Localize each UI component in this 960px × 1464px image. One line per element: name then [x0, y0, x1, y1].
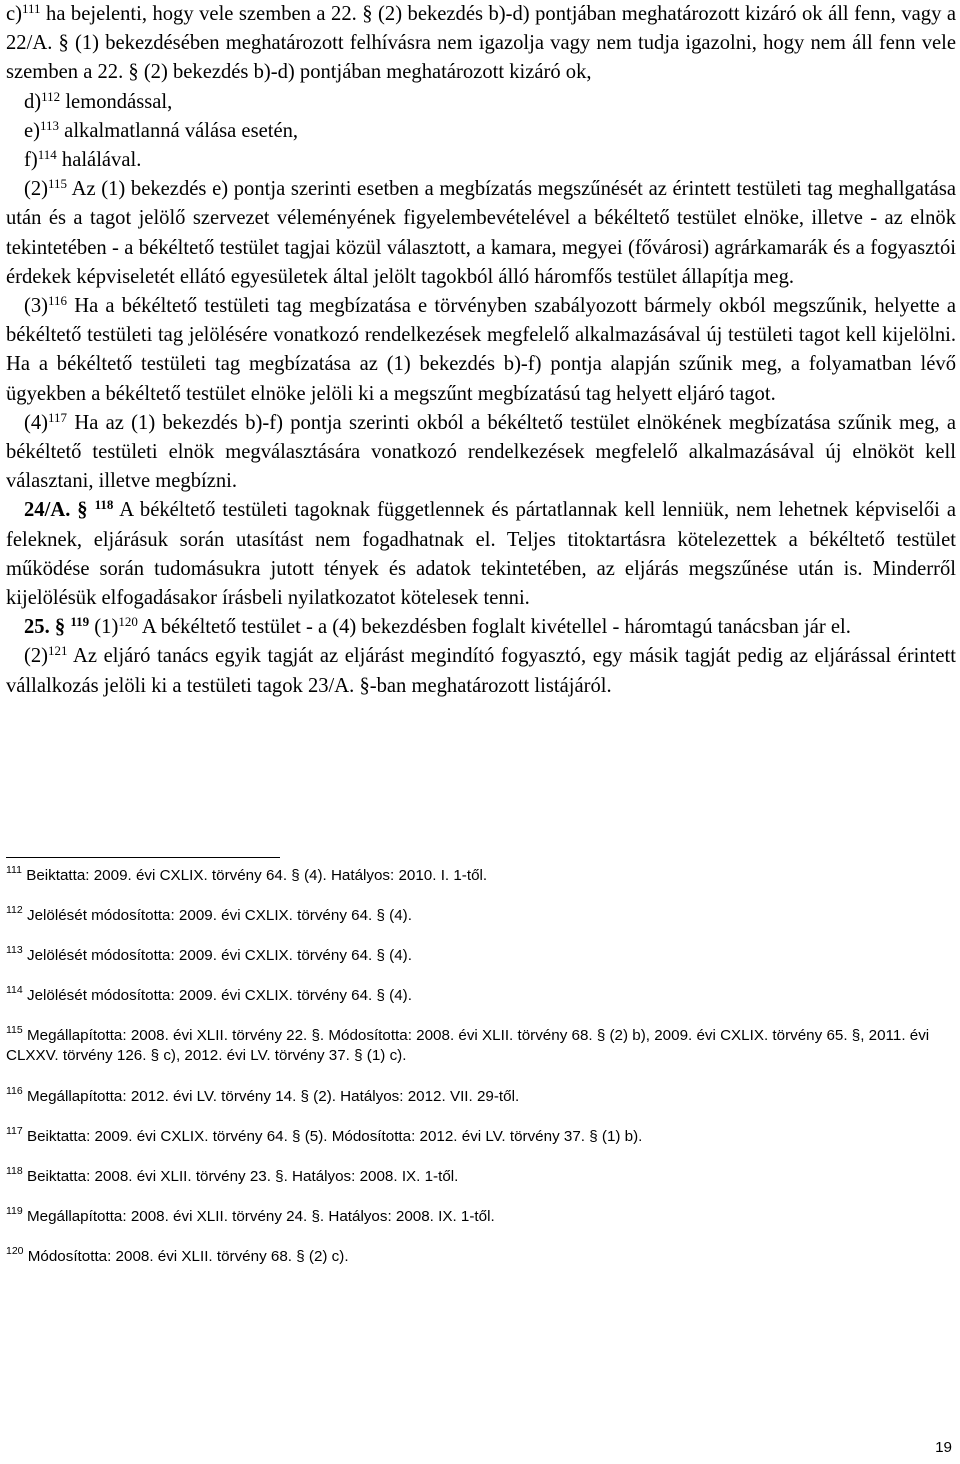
footnote — [6, 1127, 956, 1147]
footnote-text: Megállapította: 2008. évi XLII. törvény 24. §. Hatályos: 2008. IX. 1-től. — [22, 1208, 495, 1225]
paragraph-text: Ha az (1) bekezdés b)-f) pontja szerinti okból a békéltető testület elnökének megbízatása szűnik meg, a békéltető testületi elnök megválasztására vonatkozó rendelkezések megfelelő alkalmazásával új elnököt kell választani, illetve megbízni. — [6, 411, 956, 493]
footnote-text: Megállapította: 2008. évi XLII. törvény 22. §. Módosította: 2008. évi XLII. törvény 68. § (2) b), 2009. évi CXLIX. törvény 65. §, 2011. évi CLXXV. törvény 126. § c), 2012. évi LV. törvény 37. § (1) c). — [6, 1027, 930, 1064]
item-prefix: (4) — [24, 411, 49, 434]
footnote-text: Beiktatta: 2009. évi CXLIX. törvény 64. § (4). Hatályos: 2010. I. 1-től. — [21, 867, 488, 884]
paragraph-2 — [6, 175, 956, 292]
footnote-text: Módosította: 2008. évi XLII. törvény 68. § (2) c). — [23, 1248, 349, 1265]
footnote-number: 111 — [6, 864, 22, 876]
footnote — [6, 906, 956, 926]
footnote-text: Beiktatta: 2008. évi XLII. törvény 23. §. Hatályos: 2008. IX. 1-től. — [22, 1168, 459, 1185]
section-heading: 24/A. § — [24, 499, 88, 522]
paragraph-text: A békéltető testületi tagoknak függetlennek és pártatlannak kell lenniük, nem lehetnek képviselői a feleknek, eljárásuk során utasítást nem fogadhatnak el. Teljes titoktartásra kötelezettek a békéltető testület működése során tudomásukra jutott tények és adatok tekintetében, az eljárás megszűnése után is. Minderről kijelölésük elfogadásakor írásbeli nyilatkozatot kötelesek tenni. — [6, 499, 956, 610]
footnote — [6, 1207, 956, 1227]
paragraph-text: lemondással, — [60, 90, 173, 113]
footnote-number: 119 — [6, 1205, 23, 1217]
paragraph-text: A békéltető testület - a (4) bekezdésben foglalt kivétellel - háromtagú tanácsban jár el. — [137, 616, 851, 639]
section-heading: 25. § — [24, 616, 66, 639]
footnote-separator — [6, 857, 280, 858]
footnote-number: 114 — [6, 984, 23, 996]
footnote-ref[interactable]: 118 — [94, 497, 114, 513]
footnote-ref[interactable]: 117 — [48, 409, 68, 425]
footnote — [6, 986, 956, 1006]
footnote — [6, 946, 956, 966]
paragraph-3 — [6, 292, 956, 409]
paragraph-c — [6, 0, 956, 88]
item-prefix: c) — [6, 3, 22, 25]
item-prefix: (1) — [89, 616, 119, 639]
paragraph-text: halálával. — [56, 149, 142, 172]
item-prefix: (3) — [24, 295, 49, 318]
footnote-ref[interactable]: 115 — [48, 176, 68, 192]
paragraph-4 — [6, 409, 956, 497]
footnote — [6, 866, 956, 886]
item-prefix: e) — [24, 119, 40, 142]
page-number: 19 — [935, 1439, 952, 1456]
item-prefix: f) — [24, 149, 38, 172]
footnote-text: Jelölését módosította: 2009. évi CXLIX. törvény 64. § (4). — [22, 987, 412, 1004]
footnote — [6, 1167, 956, 1187]
footnote-text: Jelölését módosította: 2009. évi CXLIX. törvény 64. § (4). — [22, 907, 412, 924]
body-text — [6, 0, 956, 701]
section-25 — [6, 613, 956, 642]
footnote-number: 118 — [6, 1165, 23, 1177]
footnote — [6, 1026, 956, 1066]
footnote-ref[interactable]: 114 — [37, 147, 57, 163]
footnote-ref[interactable]: 116 — [48, 293, 68, 309]
footnote-ref[interactable]: 112 — [41, 88, 61, 104]
footnote-number: 115 — [6, 1024, 23, 1036]
paragraph-text: Az (1) bekezdés e) pontja szerinti esetben a megbízatás megszűnését az érintett testületi tag meghallgatása után és a tagot jelölő szervezet véleményének figyelembevételével a békéltető testület elnöke, illetve - az elnök tekintetében - a békéltető testület tagjai közül választott, a kamara, megyei (fővárosi) agrárkamarák és a fogyasztói érdekek képviseletét ellátó egyesületek által jelölt tagokból álló háromfős testület állapítja meg. — [6, 178, 956, 288]
footnote-number: 117 — [6, 1125, 23, 1137]
section-24a — [6, 496, 956, 613]
footnote-ref[interactable]: 120 — [118, 614, 138, 630]
paragraph-25-2 — [6, 642, 956, 700]
paragraph-text: Az eljáró tanács egyik tagját az eljárást megindító fogyasztó, egy másik tagját pedig az eljárással érintett vállalkozás jelöli ki a testületi tagok 23/A. §-ban meghatározott listájáról. — [6, 645, 956, 697]
item-prefix: d) — [24, 90, 42, 113]
footnote — [6, 1087, 956, 1107]
footnote-text: Megállapította: 2012. évi LV. törvény 14. § (2). Hatályos: 2012. VII. 29-től. — [22, 1088, 520, 1105]
item-prefix: (2) — [24, 178, 49, 201]
paragraph-text: ha bejelenti, hogy vele szemben a 22. § (2) bekezdés b)-d) pontjában meghatározott kizáró ok áll fenn, vagy a 22/A. § (1) bekezdésében meghatározott felhívásra nem igazolja vagy nem tudja igazolni, hogy nem áll fenn vele szemben a 22. § (2) bekezdés b)-d) pontjában meghatározott kizáró ok, — [6, 3, 956, 84]
footnote-number: 116 — [6, 1085, 23, 1097]
footnote-text: Jelölését módosította: 2009. évi CXLIX. törvény 64. § (4). — [22, 947, 412, 964]
footnote — [6, 1247, 956, 1267]
footnote-ref[interactable]: 121 — [48, 643, 68, 659]
footnote-ref[interactable]: 119 — [70, 614, 90, 630]
paragraph-f — [6, 146, 956, 175]
footnote-number: 120 — [6, 1245, 24, 1257]
paragraph-text: alkalmatlanná válása esetén, — [59, 119, 299, 142]
footnote-number: 113 — [6, 944, 23, 956]
paragraph-e — [6, 117, 956, 146]
footnotes — [6, 866, 956, 1287]
footnote-text: Beiktatta: 2009. évi CXLIX. törvény 64. § (5). Módosította: 2012. évi LV. törvény 37. § (1) b). — [22, 1128, 643, 1145]
footnote-ref[interactable]: 111 — [22, 1, 41, 16]
footnote-ref[interactable]: 113 — [40, 117, 60, 133]
item-prefix: (2) — [24, 645, 49, 668]
paragraph-text: Ha a békéltető testületi tag megbízatása e törvényben szabályozott bármely okból megszűnik, helyette a békéltető testületi tag jelölésére vonatkozó rendelkezések megfelelő alkalmazásával új testületi tagot kell kijelölni. Ha a békéltető testületi tag megbízatása az (1) bekezdés b)-f) pontja alapján szűnik meg, a folyamatban lévő ügyekben a békéltető testület elnöke jelöli ki a megszűnt megbízatású tag helyett eljáró tagot. — [6, 295, 956, 405]
footnote-number: 112 — [6, 904, 23, 916]
paragraph-d — [6, 88, 956, 117]
